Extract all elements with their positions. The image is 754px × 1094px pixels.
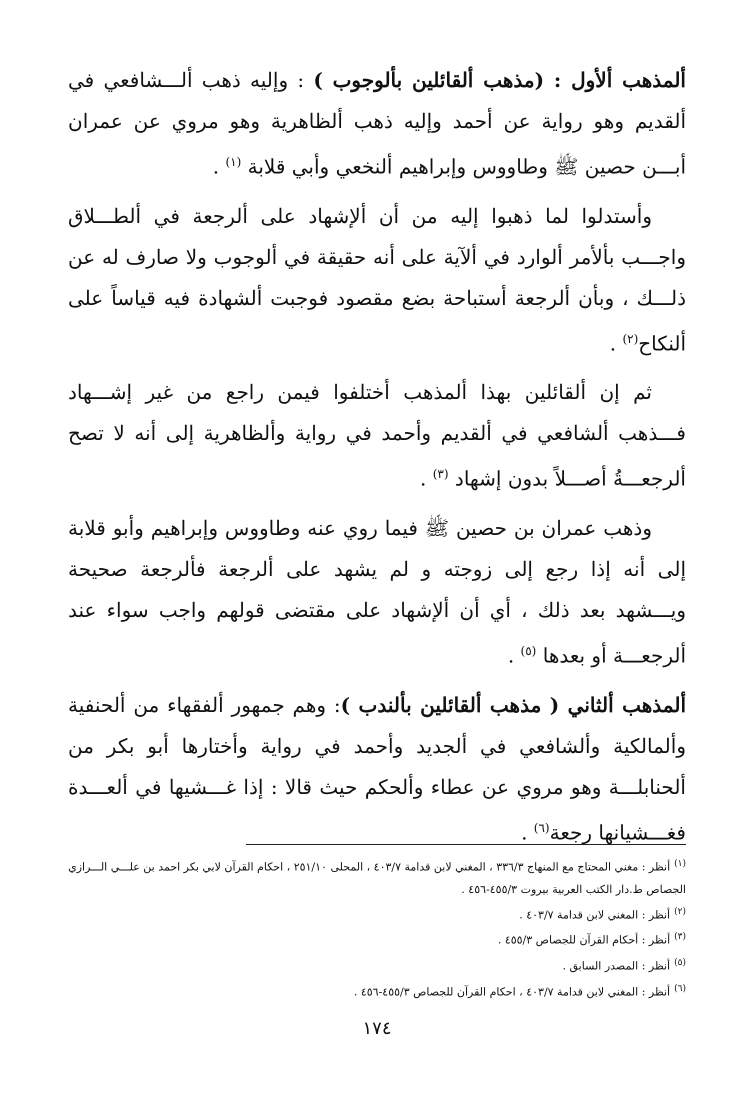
paragraph-end: . [521,820,534,845]
footnote-item [68,901,686,927]
paragraph-text: : وهم جمهور ألفقهاء من ألحنفية وألمالكية وألشافعي في ألجديد وأحمد في رواية وأختارها أبو بكر من ألحنابلـــة وهو مروي عن عطاء وألحكم حيث قالا : إذا غـــشيها في ألعـــدة فغـــشيانها رجعة [68,692,686,845]
paragraph-end: . [609,331,623,356]
footnote-item [68,926,686,952]
paragraph-text: وأستدلوا لما ذهبوا إليه من أن ألإشهاد على ألرجعة في ألطـــلاق واجـــب بألأمر ألوارد في ألآية على أنه حقيقة في ألوجوب ولا صارف له عن ذلـــك ، وبأن ألرجعة أستباحة بضع مقصود فوجبت ألشهادة فيه قياساً على ألنكاح [68,203,686,356]
footnote-ref[interactable]: (٣) [432,467,449,482]
footnote-separator [246,844,686,845]
paragraph-text: ثم إن ألقائلين بهذا ألمذهب أختلفوا فيمن راجع من غير إشـــهاد فـــذهب ألشافعي في ألقديم وأحمد في رواية وألظاهرية إلى أنه لا تصح ألرجعـــةُ أصـــلاً بدون إشهاد [68,380,686,491]
footnote-number: (٢) [674,906,686,917]
footnote-number: (٣) [674,932,686,943]
footnote-number: (٦) [674,983,686,994]
heading-second-opinion: ألمذهب ألثاني ( مذهب ألقائلين بألندب ) [340,692,687,717]
heading-first-opinion: ألمذهب ألأول : (مذهب ألقائلين بألوجوب ) [313,68,686,92]
footnote-text: أنظر : المصدر السابق . [562,959,671,973]
footnote-item [68,952,686,978]
footnote-text: أنظر : أحكام القرآن للجصاص ٤٥٥/٣ . [497,933,671,947]
footnote-item [68,978,686,1004]
footnote-number: (١) [674,859,686,869]
paragraph-end: . [420,466,433,491]
footnote-item [68,853,686,901]
footnote-ref[interactable]: (٢) [622,331,639,346]
paragraph-text: : وإليه ذهب ألـــشافعي في ألقديم وهو رواية عن أحمد وإليه ذهب ألظاهرية وهو مروي عن عمران أبـــن حصين ﷺ وطاووس وإبراهيم ألنخعي وأبي قلابة [68,68,686,179]
footnote-ref[interactable]: (٥) [520,643,537,658]
page-number: ١٧٤ [362,1018,392,1039]
footnote-text: أنظر : المغني لابن قدامة ٤٠٣/٧ . [519,908,671,922]
paragraph-second-opinion [68,685,686,854]
footnote-text: أنظر : المغني لابن قدامة ٤٠٣/٧ ، احكام القرآن للجصاص ٤٥٥/٣-٤٥٦ . [353,985,671,999]
footnote-number: (٥) [674,957,686,968]
paragraph-disagreement [68,372,686,500]
footnote-text: أنظر : مغني المحتاج مع المنهاج ٣٣٦/٣ ، المغني لابن قدامة ٤٠٣/٧ ، المحلى ٢٥١/١٠ ، احكام القرآن لابي بكر احمد بن علـــي الـــرازي الجصاص ط.دار الكتب العربية بيروت ٤٥٥/٣-٤٥٦ . [68,860,686,896]
paragraph-imran-opinion [68,508,686,677]
paragraph-end: . [212,154,226,179]
footnote-ref[interactable]: (٦) [533,820,550,835]
paragraph-evidence [68,196,686,365]
paragraph-text: وذهب عمران بن حصين ﷺ فيما روي عنه وطاووس وإبراهيم وأبو قلابة إلى أنه إذا رجع إلى زوجته و لم يشهد على ألرجعة فألرجعة صحيحة ويـــشهد بعد ذلك ، أي أن ألإشهاد على مقتضى قولهم واجب سواء عند ألرجعـــة أو بعدها [68,515,686,668]
paragraph-first-opinion [68,60,686,188]
footnotes [68,853,686,1003]
footnote-ref[interactable]: (١) [225,155,242,169]
paragraph-end: . [507,643,521,668]
